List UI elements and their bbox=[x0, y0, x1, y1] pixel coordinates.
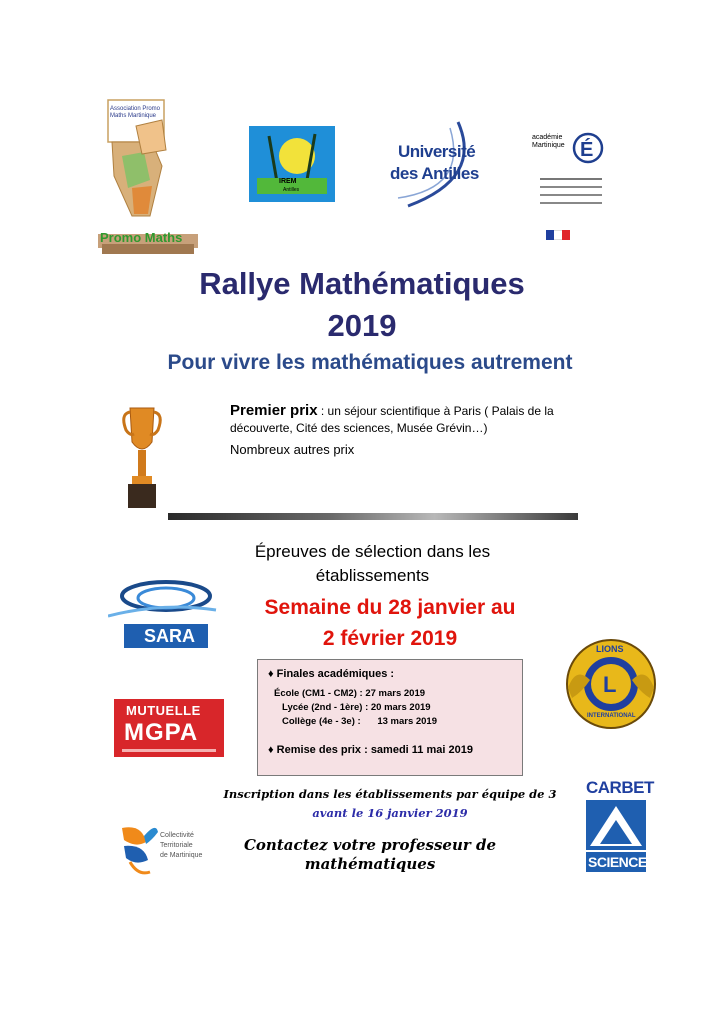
finales-row-date: 27 mars 2019 bbox=[365, 688, 426, 699]
other-prizes: Nombreux autres prix bbox=[230, 442, 355, 457]
mutuelle-mgpa-logo bbox=[114, 699, 224, 757]
finales-row-date: 20 mars 2019 bbox=[370, 702, 431, 713]
semaine-text bbox=[190, 592, 590, 654]
academie-martinique-logo bbox=[526, 122, 610, 244]
irem-text: IREM bbox=[279, 178, 297, 185]
finales-row bbox=[282, 702, 431, 713]
universite-line1: Université bbox=[398, 142, 476, 161]
selection-text: Épreuves de sélection dans les établissements bbox=[254, 542, 491, 585]
universite-antilles-logo bbox=[388, 118, 488, 210]
mgpa-footer-line bbox=[122, 749, 216, 752]
semaine-line2: 2 février 2019 bbox=[322, 627, 458, 650]
svg-text:É: É bbox=[580, 139, 594, 161]
remise-prix: ♦ Remise des prix : samedi 11 mai 2019 bbox=[268, 744, 473, 756]
academie-lines bbox=[540, 172, 602, 210]
carbet-text: CARBET bbox=[586, 778, 654, 797]
ctm-line1: Collectivité bbox=[160, 832, 194, 839]
contact-text: Contactez votre professeur de mathématiques bbox=[243, 836, 497, 873]
finales-row bbox=[274, 688, 425, 699]
divider-bar bbox=[168, 513, 578, 520]
promo-maths-logo bbox=[92, 96, 210, 256]
mutuelle-text: MUTUELLE bbox=[126, 703, 201, 718]
irem-logo bbox=[249, 126, 335, 202]
prize-text bbox=[230, 402, 590, 437]
finales-row-date: 13 mars 2019 bbox=[377, 716, 438, 727]
page-title: Rallye Mathématiques bbox=[199, 266, 525, 301]
ctm-line3: de Martinique bbox=[160, 852, 203, 859]
lions-intl-text: INTERNATIONAL bbox=[587, 713, 636, 719]
lions-l-text: L bbox=[603, 672, 617, 697]
finales-row-label: Collège (4e - 3e) : bbox=[282, 716, 361, 727]
finales-row-label: Lycée (2nd - 1ère) : bbox=[282, 702, 369, 713]
sciences-text: SCIENCES bbox=[588, 854, 656, 870]
semaine-line1: Semaine du 28 janvier au bbox=[264, 596, 516, 619]
universite-line2: des Antilles bbox=[390, 164, 479, 183]
irem-sub-text: Antilles bbox=[283, 187, 300, 193]
ctm-logo bbox=[116, 818, 210, 878]
finales-heading: ♦ Finales académiques : bbox=[268, 668, 395, 680]
trophy-icon bbox=[120, 404, 164, 512]
sara-text: SARA bbox=[144, 626, 196, 646]
finales-row-label: École (CM1 - CM2) : bbox=[274, 688, 363, 699]
promo-maths-text: Promo Maths bbox=[100, 230, 183, 245]
finales-box bbox=[257, 659, 523, 776]
lions-text: LIONS bbox=[596, 644, 624, 654]
prize-label: Premier prix bbox=[230, 402, 318, 419]
prize-description: : un séjour scientifique à Paris ( Palais de la découverte, Cité des sciences, Musée Grévin…) bbox=[230, 404, 554, 435]
academie-text: académie Martinique bbox=[532, 134, 565, 149]
title-year: 2019 bbox=[327, 308, 397, 343]
inscription-text: Inscription dans les établissements par équipe de 3 bbox=[223, 787, 557, 801]
deadline-text: avant le 16 janvier 2019 bbox=[312, 806, 468, 820]
finales-row bbox=[282, 716, 437, 727]
mgpa-text: MGPA bbox=[124, 719, 199, 746]
promo-assoc-text: Association Promo Maths Martinique bbox=[110, 106, 161, 119]
ctm-line2: Territoriale bbox=[160, 842, 193, 849]
subtitle: Pour vivre les mathématiques autrement bbox=[167, 351, 573, 374]
french-flag-icon bbox=[546, 230, 570, 240]
lions-logo bbox=[562, 636, 660, 732]
carbet-sciences-logo bbox=[584, 778, 656, 874]
